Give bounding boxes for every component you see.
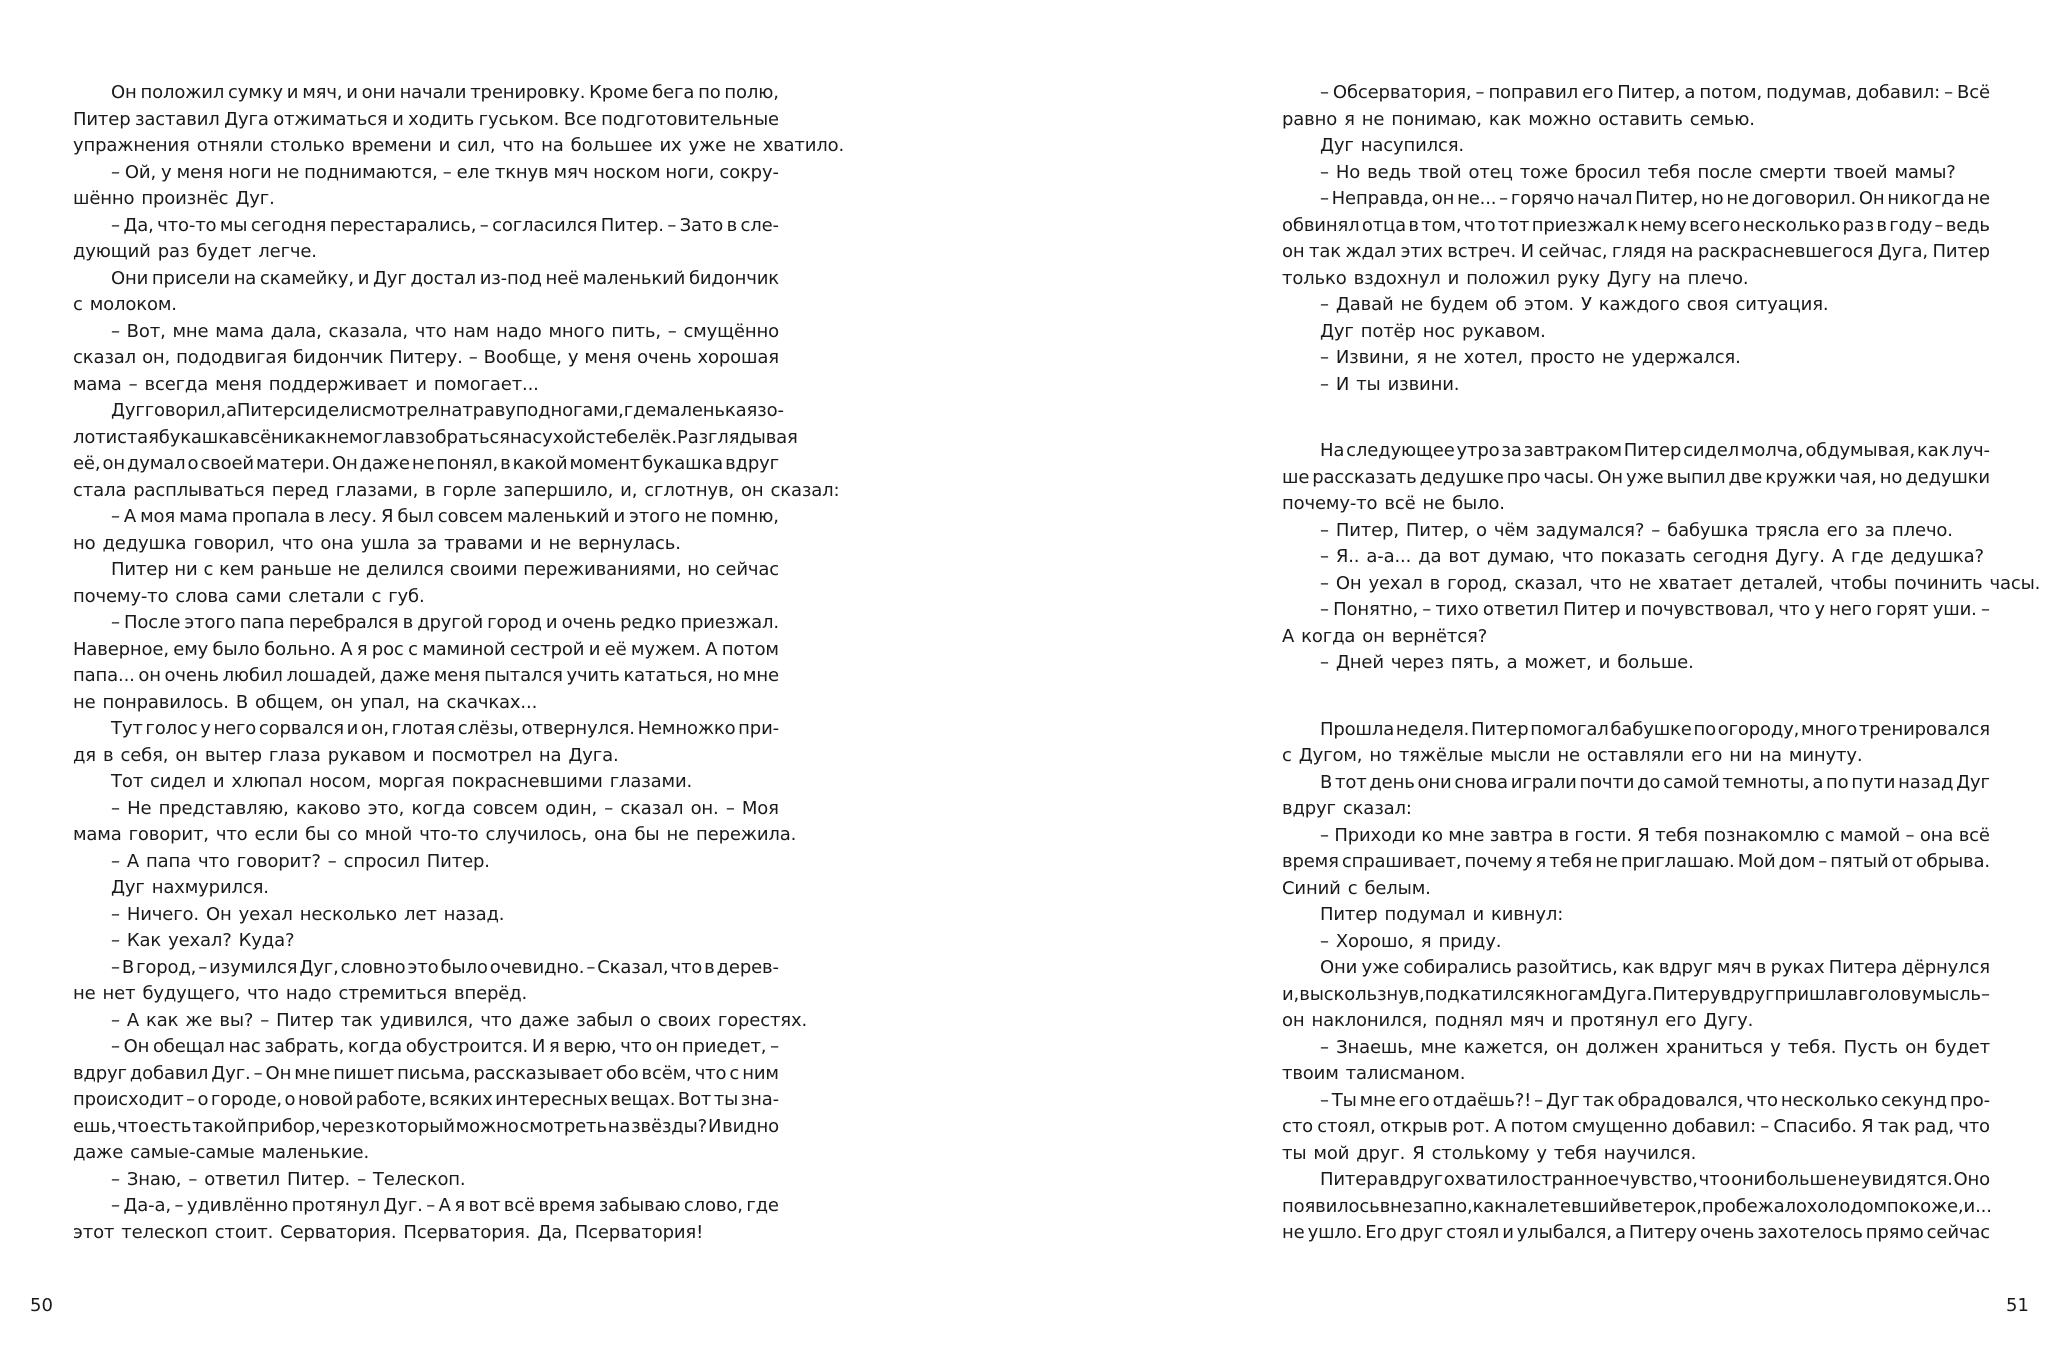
text-line: не понравилось. В общем, он упал, на скачках...: [73, 691, 538, 713]
text-line: – Он обещал нас забрать, когда обустроится. И я верю, что он приедет, –: [111, 1036, 779, 1057]
text-line: Питер ни с кем раньше не делился своими переживаниями, но сейчас: [111, 559, 779, 580]
text-line: – Давай не будем об этом. У каждого своя ситуация.: [1320, 294, 1829, 315]
text-line: вдруг добавил Дуг. – Он мне пишет письма, рассказывает обо всём, что с ним: [73, 1062, 779, 1084]
text-line: – И ты извини.: [1320, 373, 1460, 395]
right-page-text: [1282, 80, 2041, 1247]
left-page-number: 50: [30, 1295, 53, 1316]
text-line: – Знаешь, мне кажется, он должен храниться у тебя. Пусть он будет: [1320, 1036, 1990, 1058]
text-line: В тот день они снова играли почти до самой темноты, а по пути назад Дуг: [1320, 771, 1990, 793]
text-line: Питер подумал и кивнул:: [1320, 904, 1564, 925]
text-line: Он положил сумку и мяч, и они начали тренировку. Кроме бега по полю,: [111, 82, 779, 103]
text-line: происходит – о городе, о новой работе, всяких интересных вещах. Вот ты зна-: [73, 1089, 779, 1110]
text-line: ты мой друг. Я стольkому у тебя научился.: [1282, 1142, 1697, 1164]
text-line: сказал он, пододвигая бидончик Питеру. – Вообще, у меня очень хорошая: [73, 347, 779, 368]
text-line: А когда он вернётся?: [1282, 625, 1488, 647]
text-line: сто стоял, открыв рот. А потом смущенно добавил: – Спасибо. Я так рад, что: [1282, 1116, 1990, 1137]
text-line: Дуг потёр нос рукавом.: [1320, 320, 1546, 342]
text-line: – Не представляю, каково это, когда совсем один, – сказал он. – Моя: [111, 797, 779, 819]
text-line: – Обсерватория, – поправил его Питер, а потом, подумав, добавил: – Всё: [1320, 82, 1990, 103]
text-line: – Но ведь твой отец тоже бросил тебя после смерти твоей мамы?: [1320, 161, 1956, 183]
text-line: шённо произнёс Дуг.: [73, 188, 275, 209]
text-line: – В город, – изумился Дуг, словно это было очевидно. – Сказал, что в дерев-: [111, 956, 779, 978]
text-line: – Извини, я не хотел, просто не удержался.: [1320, 347, 1741, 368]
text-line: – Понятно, – тихо ответил Питер и почувствовал, что у него горят уши. –: [1320, 599, 1990, 620]
right-page-number: 51: [2006, 1295, 2029, 1316]
text-line: появилось внезапно, как налетевший ветерок, пробежало холодом по коже, и...: [1282, 1195, 1992, 1217]
text-line: На следующее утро за завтраком Питер сидел молча, обдумывая, как луч-: [1320, 440, 1990, 461]
text-line: вдруг сказал:: [1282, 798, 1412, 819]
text-line: время спрашивает, почему я тебя не приглашаю. Мой дом – пятый от обрыва.: [1282, 851, 1990, 872]
text-line: Они уже собирались разойтись, как вдруг мяч в руках Питера дёрнулся: [1320, 957, 1990, 978]
text-line: – Ты мне его отдаёшь?! – Дуг так обрадовался, что несколько секунд про-: [1320, 1089, 1990, 1111]
text-line: – Как уехал? Куда?: [111, 930, 295, 951]
text-line: этот телескоп стоит. Серватория. Псерватория. Да, Псерватория!: [73, 1221, 704, 1243]
text-line: дующий раз будет легче.: [73, 241, 317, 262]
text-line: – Он уехал в город, сказал, что не хватает деталей, чтобы починить часы.: [1320, 572, 2041, 594]
text-line: – После этого папа перебрался в другой город и очень редко приезжал.: [111, 612, 779, 633]
text-line: дя в себя, он вытер глаза рукавом и посмотрел на Дуга.: [73, 744, 619, 766]
text-line: папа... он очень любил лошадей, даже меня пытался учить кататься, но мне: [73, 665, 779, 686]
text-line: почему-то всё не было.: [1282, 493, 1505, 514]
text-line: – А папа что говорит? – спросил Питер.: [111, 850, 490, 872]
text-line: Дуг говорил, а Питер сидел и смотрел на траву под ногами, где маленькая зо-: [111, 400, 784, 421]
text-line: только вздохнул и положил руку Дугу на плечо.: [1282, 267, 1749, 289]
text-line: но дедушка говорил, что она ушла за травами и не вернулась.: [73, 532, 681, 554]
text-line: не нет будущего, что надо стремиться вперёд.: [73, 983, 528, 1004]
text-line: – Ничего. Он уехал несколько лет назад.: [111, 903, 505, 925]
text-line: – А как же вы? – Питер так удивился, что даже забыл о своих горестях.: [111, 1009, 808, 1031]
text-line: мама говорит, что если бы со мной что-то случилось, она бы не пережила.: [73, 824, 797, 845]
text-line: он так ждал этих встреч. И сейчас, глядя на раскрасневшегося Дуга, Питер: [1282, 241, 1990, 262]
text-line: почему-то слова сами слетали с губ.: [73, 585, 425, 607]
text-line: Синий с белым.: [1282, 877, 1431, 899]
text-line: мама – всегда меня поддерживает и помогает...: [73, 373, 539, 395]
text-line: Тут голос у него сорвался и он, глотая слёзы, отвернулся. Немножко при-: [111, 718, 779, 739]
text-line: Дуг насупился.: [1320, 135, 1465, 156]
left-page-text: [73, 80, 845, 1246]
text-line: и, выскользнув, подкатился к ногам Дуга. Питеру вдруг пришла в голову мысль –: [1282, 983, 1990, 1005]
text-line: – Хорошо, я приду.: [1320, 930, 1502, 952]
text-line: – Вот, мне мама дала, сказала, что нам надо много пить, – смущённо: [111, 320, 779, 342]
text-line: Питера вдруг охватило странное чувство, что они больше не увидятся. Оно: [1320, 1169, 1990, 1190]
text-line: он наклонился, поднял мяч и протянул его Дугу.: [1282, 1010, 1754, 1031]
text-line: – Да-а, – удивлённо протянул Дуг. – А я вот всё время забываю слово, где: [111, 1195, 779, 1216]
text-line: Прошла неделя. Питер помогал бабушке по огороду, много тренировался: [1320, 718, 1990, 740]
text-line: Они присели на скамейку, и Дуг достал из-под неё маленький бидончик: [111, 267, 779, 289]
text-line: лотистая букашка всё никак не могла взобраться на сухой стебелёк. Разглядывая: [73, 426, 798, 448]
text-line: ешь, что есть такой прибор, через который можно смотреть на звёзды? И видно: [73, 1115, 779, 1137]
text-line: её, он думал о своей матери. Он даже не понял, в какой момент букашка вдруг: [73, 453, 779, 474]
text-line: Питер заставил Дуга отжиматься и ходить гуськом. Все подготовительные: [73, 108, 779, 130]
text-line: ше рассказать дедушке про часы. Он уже выпил две кружки чая, но дедушки: [1282, 466, 1990, 488]
text-line: Дуг нахмурился.: [111, 877, 269, 898]
text-line: с Дугом, но тяжёлые мысли не оставляли его ни на минуту.: [1282, 745, 1863, 766]
text-line: – Знаю, – ответил Питер. – Телескоп.: [111, 1168, 466, 1190]
text-line: – Неправда, он не... – горячо начал Питер, но не договорил. Он никогда не: [1320, 188, 1990, 209]
text-line: равно я не понимаю, как можно оставить семью.: [1282, 108, 1755, 130]
text-line: – Да, что-то мы сегодня перестарались, – согласился Питер. – Зато в сле-: [111, 214, 779, 236]
text-line: с молоком.: [73, 294, 177, 315]
text-line: Тот сидел и хлюпал носом, моргая покрасневшими глазами.: [111, 771, 693, 792]
text-line: – Питер, Питер, о чём задумался? – бабушка трясла его за плечо.: [1320, 519, 1953, 541]
text-line: обвинял отца в том, что тот приезжал к нему всего несколько раз в году – ведь: [1282, 214, 1990, 236]
text-line: стала расплываться перед глазами, в горле запершило, и, сглотнув, он сказал:: [73, 479, 840, 501]
text-line: Наверное, ему было больно. А я рос с маминой сестрой и её мужем. А потом: [73, 638, 779, 660]
section-break: [1282, 677, 1990, 717]
text-line: – Приходи ко мне завтра в гости. Я тебя познакомлю с мамой – она всё: [1320, 824, 1990, 846]
text-line: – Ой, у меня ноги не поднимаются, – еле ткнув мяч носком ноги, сокру-: [111, 161, 779, 183]
text-line: – Я.. а-а... да вот думаю, что показать сегодня Дугу. А где дедушка?: [1320, 546, 1984, 567]
text-line: упражнения отняли столько времени и сил, что на большее их уже не хватило.: [73, 135, 845, 156]
text-line: даже самые-самые маленькие.: [73, 1142, 370, 1163]
section-break: [1282, 398, 1990, 438]
text-line: твоим талисманом.: [1282, 1063, 1466, 1084]
text-line: – Дней через пять, а может, и больше.: [1320, 652, 1694, 673]
text-line: не ушло. Его друг стоял и улыбался, а Питеру очень захотелось прямо сейчас: [1282, 1222, 1990, 1243]
text-line: – А моя мама пропала в лесу. Я был совсем маленький и этого не помню,: [111, 506, 779, 527]
